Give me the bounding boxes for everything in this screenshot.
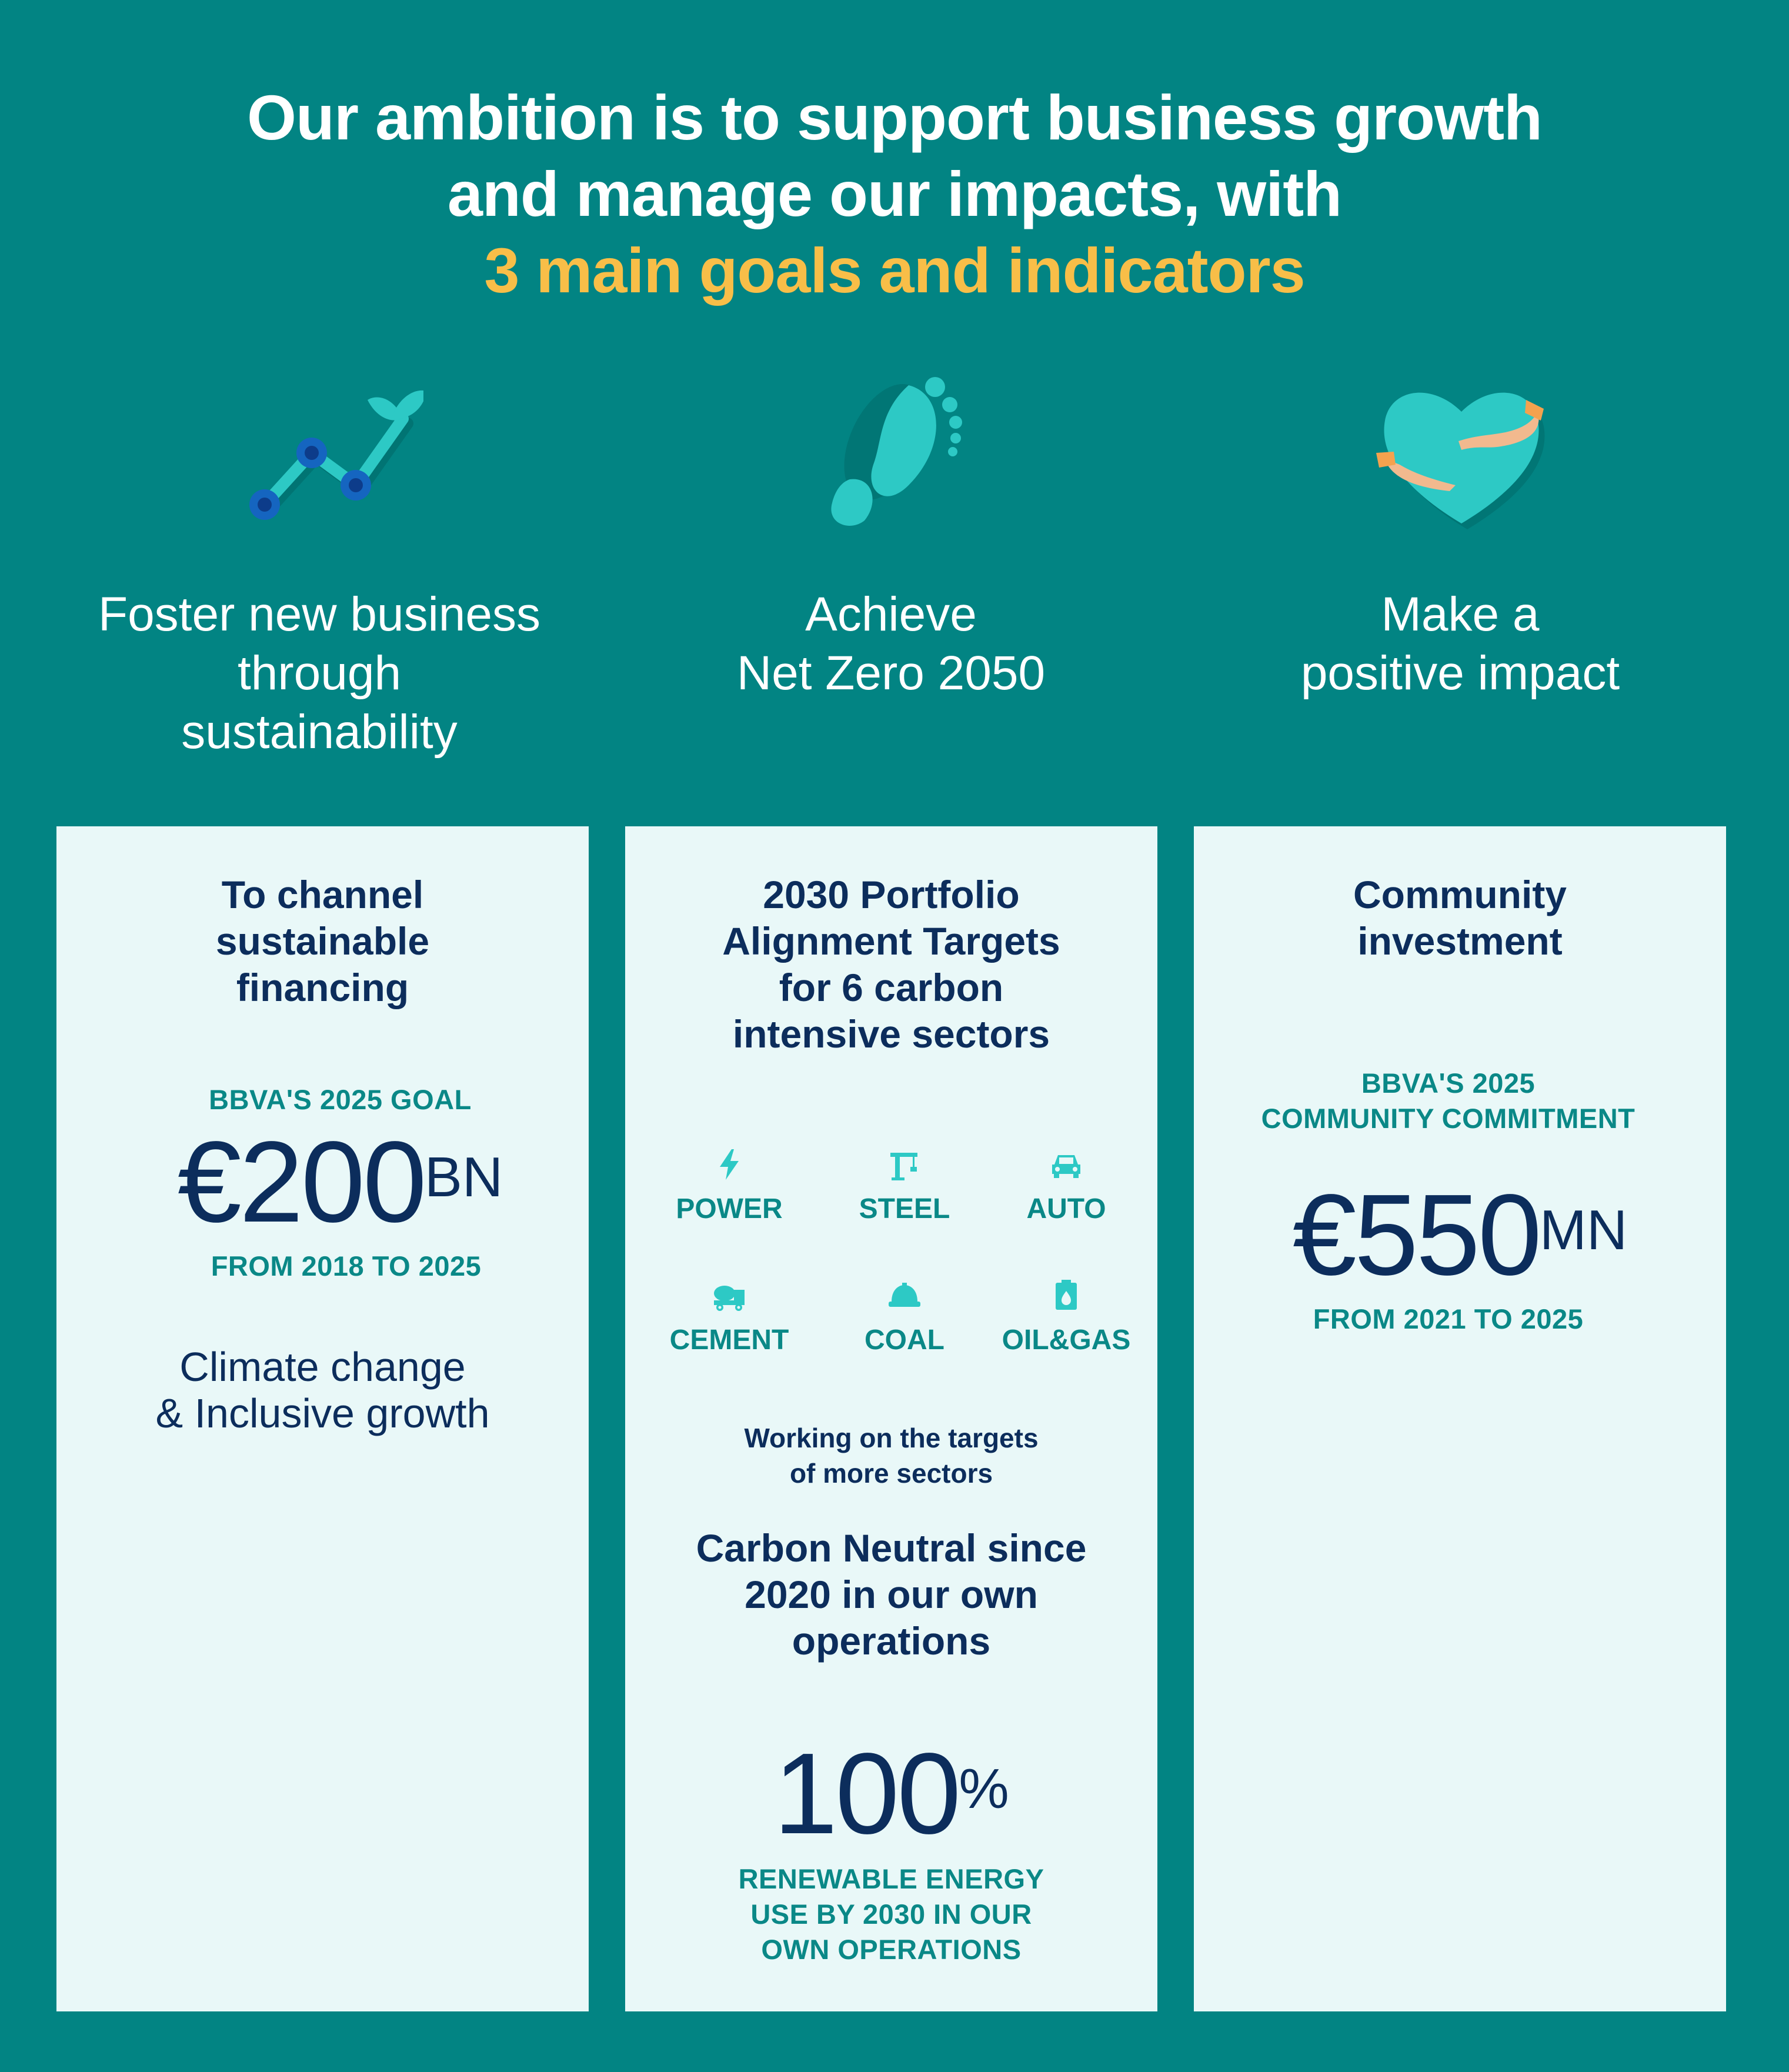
goal-title-line: sustainability bbox=[181, 705, 458, 759]
sector-oil-gas bbox=[978, 1278, 1154, 1357]
carbon-neutral-statement bbox=[625, 1525, 1157, 1664]
percentage-unit: % bbox=[959, 1757, 1009, 1820]
goal-title-impact bbox=[1196, 585, 1725, 703]
renewable-description bbox=[625, 1861, 1157, 1967]
sector-steel bbox=[816, 1147, 993, 1226]
more-sectors-note bbox=[625, 1420, 1157, 1491]
card-title-line: financing bbox=[236, 966, 409, 1009]
headline-highlight: 3 main goals and indicators bbox=[484, 235, 1305, 306]
card-title-line: intensive sectors bbox=[732, 1012, 1050, 1056]
statement-line: 2020 in our own bbox=[745, 1573, 1038, 1616]
commitment-period: FROM 2021 TO 2025 bbox=[1313, 1303, 1584, 1334]
card-title-line: investment bbox=[1357, 919, 1563, 963]
description-line: RENEWABLE ENERGY bbox=[738, 1863, 1044, 1894]
gas-canister-icon bbox=[1049, 1278, 1084, 1313]
card-title bbox=[625, 872, 1157, 1057]
card-title-line: sustainable bbox=[215, 919, 430, 963]
headline bbox=[0, 79, 1789, 309]
sector-label: AUTO bbox=[1026, 1193, 1106, 1224]
amount-value: €200 bbox=[177, 1117, 425, 1246]
headline-line-2: and manage our impacts, with bbox=[447, 158, 1342, 229]
note-line: of more sectors bbox=[789, 1458, 993, 1489]
amount-unit: MN bbox=[1539, 1199, 1628, 1262]
goal-label: BBVA'S 2025 GOAL bbox=[209, 1084, 472, 1115]
amount-unit: BN bbox=[424, 1146, 503, 1209]
sector-label: OIL&GAS bbox=[1002, 1324, 1131, 1356]
goal-title-business bbox=[55, 585, 584, 762]
statement-line: Carbon Neutral since bbox=[696, 1526, 1087, 1570]
cement-truck-icon bbox=[712, 1278, 747, 1313]
focus-areas bbox=[56, 1344, 589, 1437]
sector-coal bbox=[816, 1278, 993, 1357]
card-title bbox=[1194, 872, 1726, 965]
card-title-line: To channel bbox=[221, 873, 424, 916]
card-title-line: for 6 carbon bbox=[779, 966, 1004, 1009]
card-portfolio-alignment bbox=[625, 826, 1157, 2011]
headline-line-1: Our ambition is to support business growth bbox=[246, 82, 1543, 153]
leaf-footprint-icon bbox=[809, 376, 997, 529]
sector-label: COAL bbox=[865, 1324, 944, 1356]
goal-title-net-zero bbox=[626, 585, 1156, 703]
sector-label: POWER bbox=[676, 1193, 783, 1224]
description-line: OWN OPERATIONS bbox=[761, 1934, 1022, 1965]
hard-hat-icon bbox=[887, 1278, 922, 1313]
growth-chart-sprout-icon bbox=[235, 376, 423, 529]
card-sustainable-financing bbox=[56, 826, 589, 2011]
sector-cement bbox=[641, 1278, 817, 1357]
card-title-line: Alignment Targets bbox=[722, 919, 1060, 963]
description-line: USE BY 2030 IN OUR bbox=[750, 1899, 1032, 1930]
goal-title-line: through bbox=[237, 646, 402, 700]
card-title-line: Community bbox=[1353, 873, 1567, 916]
commitment-line: COMMUNITY COMMITMENT bbox=[1261, 1103, 1636, 1134]
heart-hug-icon bbox=[1367, 376, 1556, 529]
crane-icon bbox=[887, 1147, 922, 1182]
goal-title-line: Foster new business bbox=[98, 588, 540, 641]
focus-line: Climate change bbox=[179, 1344, 466, 1390]
card-title-line: 2030 Portfolio bbox=[763, 873, 1020, 916]
card-community-investment bbox=[1194, 826, 1726, 2011]
commitment-label bbox=[1182, 1066, 1714, 1136]
lightning-icon bbox=[712, 1147, 747, 1182]
sector-label: CEMENT bbox=[669, 1324, 789, 1356]
sector-power bbox=[641, 1147, 817, 1226]
financing-amount bbox=[74, 1117, 606, 1246]
goal-title-line: Make a bbox=[1381, 588, 1540, 641]
percentage-value: 100 bbox=[773, 1729, 959, 1858]
goal-period: FROM 2018 TO 2025 bbox=[211, 1250, 482, 1282]
renewable-percentage bbox=[625, 1729, 1157, 1858]
commitment-line: BBVA'S 2025 bbox=[1361, 1067, 1536, 1099]
focus-line: & Inclusive growth bbox=[155, 1390, 490, 1436]
sector-auto bbox=[978, 1147, 1154, 1226]
card-title bbox=[56, 872, 589, 1011]
statement-line: operations bbox=[792, 1619, 991, 1663]
car-icon bbox=[1049, 1147, 1084, 1182]
amount-value: €550 bbox=[1292, 1170, 1540, 1299]
sector-label: STEEL bbox=[859, 1193, 950, 1224]
goal-title-line: Achieve bbox=[805, 588, 977, 641]
community-amount bbox=[1194, 1170, 1726, 1299]
goal-title-line: positive impact bbox=[1300, 646, 1620, 700]
note-line: Working on the targets bbox=[744, 1423, 1039, 1453]
goal-title-line: Net Zero 2050 bbox=[736, 646, 1046, 700]
